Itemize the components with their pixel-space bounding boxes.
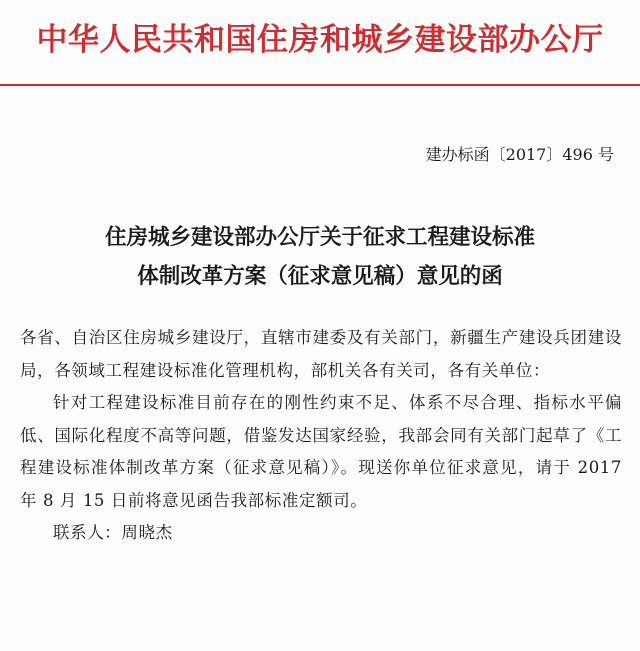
salutation: 各省、自治区住房城乡建设厅，直辖市建委及有关部门，新疆生产建设兵团建设局，各领域工程建设标准化管理机构，部机关各有关司，各有关单位： [20, 328, 622, 380]
document-body [20, 322, 622, 550]
title-line-2: 体制改革方案（征求意见稿）意见的函 [137, 264, 503, 289]
body-paragraph: 针对工程建设标准目前存在的刚性约束不足、体系不尽合理、指标水平偏低、国际化程度不高等问题，借鉴发达国家经验，我部会同有关部门起草了《工程建设标准体制改革方案（征求意见稿）》。现送你单位征求意见，请于 2017 年 8 月 15 日前将意见函告我部标准定额司。 [20, 393, 622, 510]
contact-line: 联系人：周晓杰 [53, 523, 173, 542]
title-line-1: 住房城乡建设部办公厅关于征求工程建设标准 [104, 225, 535, 250]
document-number: 建办标函〔2017〕496 号 [425, 145, 614, 164]
letterhead-title: 中华人民共和国住房和城乡建设部办公厅 [36, 22, 604, 58]
letterhead-red-rule [0, 84, 640, 86]
document-title [0, 218, 640, 296]
